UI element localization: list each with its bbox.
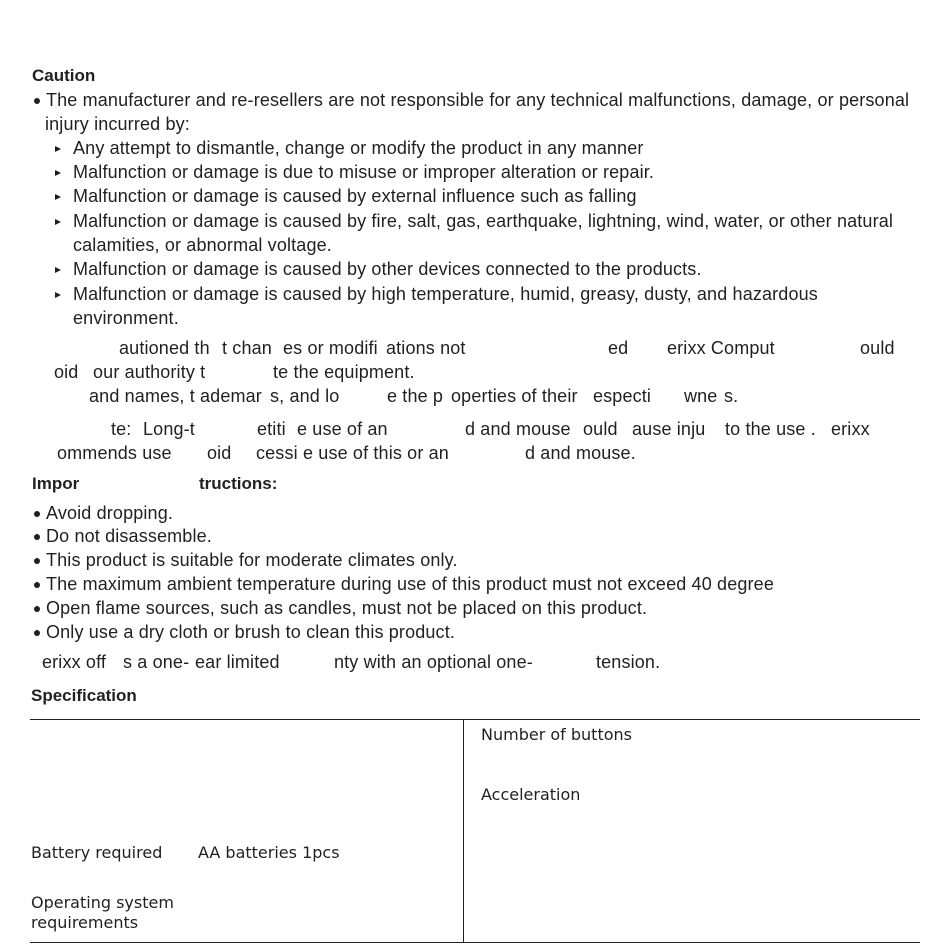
table-top-border [30, 719, 920, 720]
caution-list-item-continuation: environment. [73, 308, 179, 328]
triangle-bullet-icon [55, 194, 61, 200]
instruction-item: Open flame sources, such as candles, must not be placed on this product. [46, 598, 648, 618]
bullet-dot-icon [34, 511, 40, 517]
spec-label-operating-system: Operating system [31, 893, 174, 912]
triangle-bullet-icon [55, 219, 61, 225]
instruction-item: The maximum ambient temperature during use of this product must not exceed 40 degree [46, 574, 774, 594]
health-note-fragment: etiti [257, 419, 286, 439]
triangle-bullet-icon [55, 267, 61, 273]
warranty-fragment: nty with an optional one- [334, 652, 533, 672]
notice-fragment: t chan [222, 338, 272, 358]
caution-list-item: Any attempt to dismantle, change or modify the product in any manner [73, 138, 644, 158]
notice-fragment: es or modifi [283, 338, 378, 358]
health-note-fragment: d and mouse [465, 419, 571, 439]
triangle-bullet-icon [55, 292, 61, 298]
caution-list-item-continuation: calamities, or abnormal voltage. [73, 235, 332, 255]
caution-list-item: Malfunction or damage is caused by fire, salt, gas, earthquake, lightning, wind, water, or other natural [73, 211, 894, 231]
caution-list-item: Malfunction or damage is caused by other devices connected to the products. [73, 259, 702, 279]
caution-list-item: Malfunction or damage is caused by external influence such as falling [73, 186, 637, 206]
instruction-item: Avoid dropping. [46, 503, 174, 523]
health-note-fragment: to the use . [725, 419, 816, 439]
warranty-fragment: ear limited [195, 652, 280, 672]
notice-fragment: ademar [200, 386, 262, 406]
health-note-fragment: e use of an [297, 419, 388, 439]
health-note-fragment: Long-t [143, 419, 195, 439]
warranty-fragment: erixx off [42, 652, 107, 672]
bullet-dot-icon [34, 534, 40, 540]
bullet-dot-icon [34, 630, 40, 636]
notice-fragment: and names, t [89, 386, 195, 406]
notice-fragment: our authority t [93, 362, 206, 382]
table-bottom-border [30, 942, 920, 943]
caution-heading: Caution [32, 66, 96, 85]
spec-value-battery: AA batteries 1pcs [198, 843, 340, 862]
caution-intro-line: The manufacturer and re-resellers are not responsible for any technical malfunctions, damage, or personal [46, 90, 910, 110]
notice-fragment: erixx Comput [667, 338, 775, 358]
health-note-fragment: cessi [256, 443, 298, 463]
health-note-fragment: ause inju [632, 419, 706, 439]
health-note-fragment: d and mouse. [525, 443, 636, 463]
instruction-item: Only use a dry cloth or brush to clean this product. [46, 622, 456, 642]
notice-fragment: s, and lo [270, 386, 340, 406]
notice-fragment: te the equipment. [273, 362, 415, 382]
specification-heading: Specification [31, 686, 137, 705]
spec-label-acceleration: Acceleration [481, 785, 581, 804]
health-note-fragment: ould [583, 419, 618, 439]
health-note-fragment: erixx [831, 419, 870, 439]
bullet-dot-icon [34, 98, 40, 104]
notice-fragment: autioned th [119, 338, 210, 358]
notice-fragment: ed [608, 338, 629, 358]
table-column-divider [463, 719, 464, 943]
spec-label-number-of-buttons: Number of buttons [481, 725, 632, 744]
spec-label-battery-required: Battery required [31, 843, 163, 862]
health-note-fragment: te: [111, 419, 132, 439]
caution-list-item: Malfunction or damage is due to misuse or improper alteration or repair. [73, 162, 655, 182]
notice-fragment: e the p [387, 386, 444, 406]
spec-label-operating-system-continuation: requirements [31, 913, 139, 932]
triangle-bullet-icon [55, 170, 61, 176]
notice-fragment: oid [54, 362, 79, 382]
notice-fragment: s. [724, 386, 739, 406]
health-note-fragment: oid [207, 443, 232, 463]
notice-fragment: ations not [386, 338, 466, 358]
caution-list-item: Malfunction or damage is caused by high temperature, humid, greasy, dusty, and hazardous [73, 284, 818, 304]
instructions-heading: tructions: [199, 474, 278, 493]
triangle-bullet-icon [55, 146, 61, 152]
warranty-fragment: tension. [596, 652, 661, 672]
notice-fragment: especti [593, 386, 652, 406]
bullet-dot-icon [34, 582, 40, 588]
caution-intro-line: injury incurred by: [45, 114, 190, 134]
instructions-heading: Impor [32, 474, 80, 493]
notice-fragment: operties of their [451, 386, 578, 406]
instruction-item: This product is suitable for moderate climates only. [46, 550, 458, 570]
instruction-item: Do not disassemble. [46, 526, 212, 546]
warranty-fragment: s a one- [123, 652, 190, 672]
notice-fragment: ould [860, 338, 895, 358]
health-note-fragment: e use of this or an [303, 443, 449, 463]
bullet-dot-icon [34, 558, 40, 564]
bullet-dot-icon [34, 606, 40, 612]
notice-fragment: wne [684, 386, 718, 406]
health-note-fragment: ommends use [57, 443, 172, 463]
